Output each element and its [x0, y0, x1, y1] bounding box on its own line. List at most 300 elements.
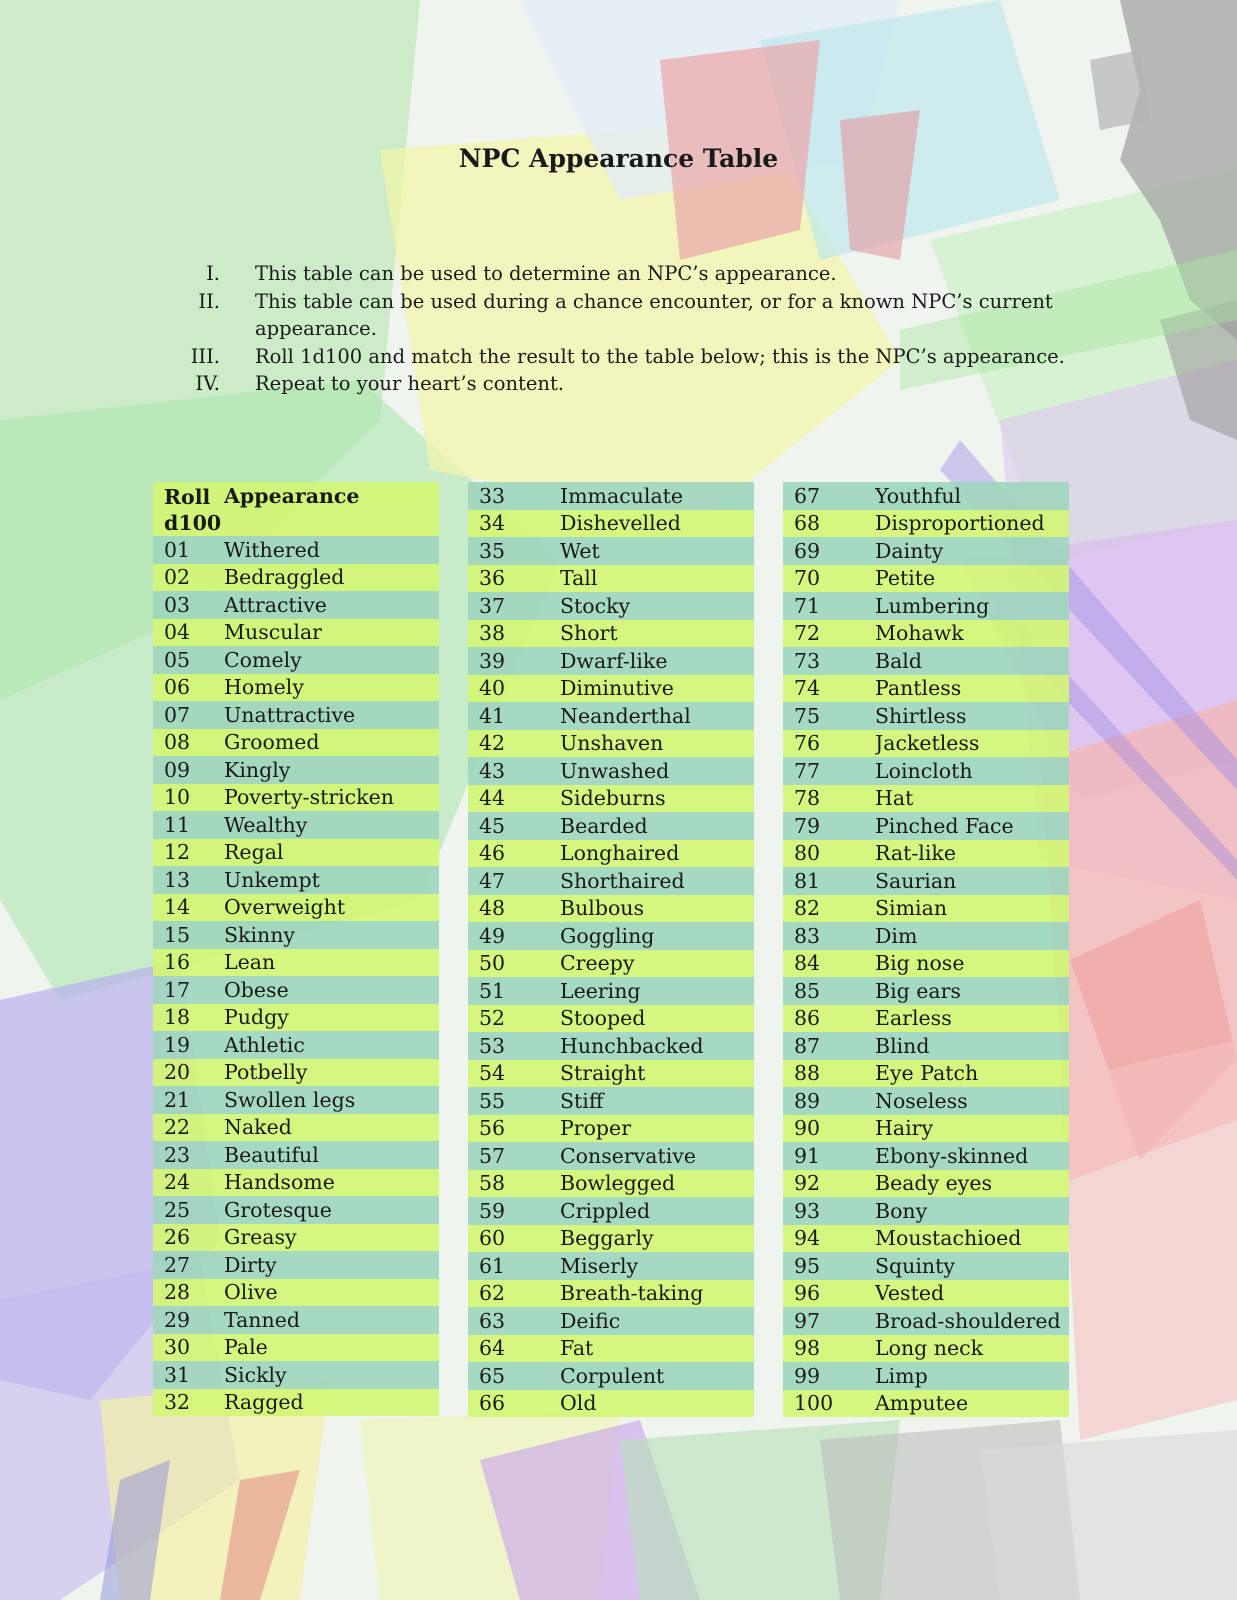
roll-value: 50	[468, 950, 560, 978]
appearance-value: Blind	[875, 1032, 1069, 1060]
table-row	[468, 537, 754, 565]
roll-value: 69	[783, 537, 875, 565]
table-row	[468, 482, 754, 510]
table-row	[468, 1252, 754, 1280]
appearance-value: Beggarly	[560, 1225, 754, 1253]
appearance-value: Petite	[875, 565, 1069, 593]
table-row	[468, 1280, 754, 1308]
appearance-value: Wet	[560, 537, 754, 565]
roll-value: 67	[783, 482, 875, 510]
roll-value: 80	[783, 840, 875, 868]
table-row	[468, 757, 754, 785]
table-row	[468, 1060, 754, 1088]
table-row	[153, 811, 439, 839]
appearance-value: Dirty	[224, 1251, 439, 1279]
table-row	[153, 646, 439, 674]
appearance-value: Bearded	[560, 812, 754, 840]
roll-value: 47	[468, 867, 560, 895]
roll-value: 37	[468, 592, 560, 620]
appearance-value: Bony	[875, 1197, 1069, 1225]
appearance-value: Rat-like	[875, 840, 1069, 868]
table-row	[468, 1005, 754, 1033]
appearance-value: Hunchbacked	[560, 1032, 754, 1060]
roll-value: 55	[468, 1087, 560, 1115]
appearance-value: Handsome	[224, 1169, 439, 1197]
table-row	[153, 619, 439, 647]
roll-value: 36	[468, 565, 560, 593]
appearance-value: Youthful	[875, 482, 1069, 510]
instruction-text: Roll 1d100 and match the result to the table below; this is the NPC’s appearance.	[255, 344, 1065, 368]
roll-value: 05	[153, 646, 224, 674]
appearance-value: Attractive	[224, 591, 439, 619]
roll-value: 43	[468, 757, 560, 785]
table-row	[468, 922, 754, 950]
table-row	[468, 675, 754, 703]
table-row	[468, 895, 754, 923]
appearance-value: Broad-shouldered	[875, 1307, 1069, 1335]
roll-value: 100	[783, 1390, 875, 1418]
table-row	[153, 1279, 439, 1307]
roll-value: 22	[153, 1114, 224, 1142]
appearance-value: Poverty-stricken	[224, 784, 439, 812]
appearance-value: Groomed	[224, 729, 439, 757]
instruction-item	[180, 370, 1080, 398]
roll-value: 28	[153, 1279, 224, 1307]
roll-value: 03	[153, 591, 224, 619]
appearance-value: Obese	[224, 976, 439, 1004]
table-row	[783, 647, 1069, 675]
appearance-value: Stiff	[560, 1087, 754, 1115]
appearance-value: Wealthy	[224, 811, 439, 839]
appearance-value: Unattractive	[224, 701, 439, 729]
roll-value: 45	[468, 812, 560, 840]
roll-value: 34	[468, 510, 560, 538]
table-row	[153, 1086, 439, 1114]
roll-value: 81	[783, 867, 875, 895]
appearance-value: Pudgy	[224, 1004, 439, 1032]
instruction-text: This table can be used during a chance encounter, or for a known NPC’s current appearance.	[255, 289, 1053, 340]
roll-value: 26	[153, 1224, 224, 1252]
appearance-value: Noseless	[875, 1087, 1069, 1115]
appearance-value: Jacketless	[875, 730, 1069, 758]
roll-value: 49	[468, 922, 560, 950]
appearance-value: Stooped	[560, 1005, 754, 1033]
header-appearance: Appearance	[224, 482, 439, 536]
roll-value: 60	[468, 1225, 560, 1253]
appearance-value: Longhaired	[560, 840, 754, 868]
roll-value: 23	[153, 1141, 224, 1169]
roll-value: 95	[783, 1252, 875, 1280]
table-row	[153, 1114, 439, 1142]
roll-value: 84	[783, 950, 875, 978]
roll-value: 57	[468, 1142, 560, 1170]
table-row	[783, 895, 1069, 923]
table-row	[783, 1005, 1069, 1033]
roll-value: 21	[153, 1086, 224, 1114]
appearance-value: Mohawk	[875, 620, 1069, 648]
appearance-value: Goggling	[560, 922, 754, 950]
instruction-number: III.	[190, 344, 220, 368]
appearance-value: Big nose	[875, 950, 1069, 978]
appearance-value: Shorthaired	[560, 867, 754, 895]
roll-value: 96	[783, 1280, 875, 1308]
table-row	[783, 1142, 1069, 1170]
table-row	[783, 510, 1069, 538]
appearance-value: Homely	[224, 674, 439, 702]
table-row	[468, 867, 754, 895]
roll-value: 63	[468, 1307, 560, 1335]
roll-value: 15	[153, 921, 224, 949]
table-row	[153, 701, 439, 729]
roll-value: 31	[153, 1361, 224, 1389]
table-row	[468, 950, 754, 978]
roll-value: 20	[153, 1059, 224, 1087]
table-row	[783, 922, 1069, 950]
appearance-value: Muscular	[224, 619, 439, 647]
table-row	[153, 756, 439, 784]
roll-value: 94	[783, 1225, 875, 1253]
instruction-number: II.	[198, 289, 220, 313]
roll-value: 19	[153, 1031, 224, 1059]
roll-value: 88	[783, 1060, 875, 1088]
roll-value: 85	[783, 977, 875, 1005]
roll-value: 86	[783, 1005, 875, 1033]
table-row	[783, 1362, 1069, 1390]
table-row	[153, 894, 439, 922]
table-row	[468, 647, 754, 675]
roll-value: 62	[468, 1280, 560, 1308]
appearance-value: Unkempt	[224, 866, 439, 894]
roll-value: 93	[783, 1197, 875, 1225]
appearance-value: Regal	[224, 839, 439, 867]
table-row	[468, 1115, 754, 1143]
table-row	[783, 1197, 1069, 1225]
roll-value: 75	[783, 702, 875, 730]
appearance-value: Kingly	[224, 756, 439, 784]
table-row	[783, 977, 1069, 1005]
appearance-value: Olive	[224, 1279, 439, 1307]
roll-value: 33	[468, 482, 560, 510]
roll-value: 17	[153, 976, 224, 1004]
appearance-value: Saurian	[875, 867, 1069, 895]
appearance-value: Proper	[560, 1115, 754, 1143]
roll-value: 25	[153, 1196, 224, 1224]
appearance-value: Grotesque	[224, 1196, 439, 1224]
appearance-value: Vested	[875, 1280, 1069, 1308]
roll-value: 39	[468, 647, 560, 675]
appearance-value: Diminutive	[560, 675, 754, 703]
appearance-value: Loincloth	[875, 757, 1069, 785]
table-row	[468, 620, 754, 648]
roll-value: 08	[153, 729, 224, 757]
appearance-value: Bulbous	[560, 895, 754, 923]
appearance-value: Big ears	[875, 977, 1069, 1005]
roll-value: 53	[468, 1032, 560, 1060]
table-row	[153, 1306, 439, 1334]
appearance-value: Tall	[560, 565, 754, 593]
page-title: NPC Appearance Table	[458, 144, 779, 173]
appearance-value: Unshaven	[560, 730, 754, 758]
instruction-item	[180, 343, 1080, 371]
table-row	[783, 1307, 1069, 1335]
roll-value: 70	[783, 565, 875, 593]
appearance-value: Immaculate	[560, 482, 754, 510]
table-row	[153, 784, 439, 812]
appearance-value: Conservative	[560, 1142, 754, 1170]
appearance-value: Shirtless	[875, 702, 1069, 730]
appearance-value: Tanned	[224, 1306, 439, 1334]
table-row	[153, 1196, 439, 1224]
table-row	[783, 785, 1069, 813]
table-row	[783, 592, 1069, 620]
appearance-table-column-2	[468, 482, 754, 1417]
table-row	[468, 1087, 754, 1115]
roll-value: 11	[153, 811, 224, 839]
appearance-value: Limp	[875, 1362, 1069, 1390]
table-row	[153, 1031, 439, 1059]
table-row	[468, 510, 754, 538]
roll-value: 07	[153, 701, 224, 729]
roll-value: 65	[468, 1362, 560, 1390]
table-row	[783, 950, 1069, 978]
table-row	[783, 675, 1069, 703]
appearance-table-column-1	[153, 482, 439, 1416]
appearance-value: Withered	[224, 536, 439, 564]
table-row	[783, 757, 1069, 785]
roll-value: 82	[783, 895, 875, 923]
header-roll: Roll d100	[153, 482, 224, 536]
roll-value: 72	[783, 620, 875, 648]
appearance-value: Simian	[875, 895, 1069, 923]
appearance-value: Athletic	[224, 1031, 439, 1059]
roll-value: 99	[783, 1362, 875, 1390]
appearance-value: Eye Patch	[875, 1060, 1069, 1088]
roll-value: 46	[468, 840, 560, 868]
table-row	[153, 1251, 439, 1279]
table-row	[468, 702, 754, 730]
roll-value: 83	[783, 922, 875, 950]
appearance-value: Straight	[560, 1060, 754, 1088]
table-row	[783, 730, 1069, 758]
appearance-value: Breath-taking	[560, 1280, 754, 1308]
roll-value: 48	[468, 895, 560, 923]
roll-value: 02	[153, 564, 224, 592]
instruction-number: IV.	[195, 372, 220, 395]
table-row	[153, 674, 439, 702]
roll-value: 18	[153, 1004, 224, 1032]
table-row	[783, 867, 1069, 895]
roll-value: 27	[153, 1251, 224, 1279]
appearance-value: Swollen legs	[224, 1086, 439, 1114]
roll-value: 16	[153, 949, 224, 977]
table-row	[468, 977, 754, 1005]
roll-value: 13	[153, 866, 224, 894]
appearance-value: Dim	[875, 922, 1069, 950]
table-row	[783, 1032, 1069, 1060]
roll-value: 38	[468, 620, 560, 648]
roll-value: 12	[153, 839, 224, 867]
table-row	[783, 1087, 1069, 1115]
roll-value: 73	[783, 647, 875, 675]
appearance-value: Miserly	[560, 1252, 754, 1280]
roll-value: 04	[153, 619, 224, 647]
roll-value: 01	[153, 536, 224, 564]
roll-value: 87	[783, 1032, 875, 1060]
table-row	[153, 1169, 439, 1197]
appearance-value: Beautiful	[224, 1141, 439, 1169]
table-row	[783, 840, 1069, 868]
appearance-value: Ragged	[224, 1389, 439, 1417]
table-row	[783, 1252, 1069, 1280]
table-row	[468, 1032, 754, 1060]
appearance-value: Corpulent	[560, 1362, 754, 1390]
table-row	[468, 1142, 754, 1170]
appearance-value: Dainty	[875, 537, 1069, 565]
roll-value: 10	[153, 784, 224, 812]
table-row	[153, 536, 439, 564]
table-row	[153, 1059, 439, 1087]
table-row	[783, 1335, 1069, 1363]
appearance-value: Long neck	[875, 1335, 1069, 1363]
table-row	[468, 1225, 754, 1253]
table-row	[468, 785, 754, 813]
roll-value: 29	[153, 1306, 224, 1334]
appearance-value: Stocky	[560, 592, 754, 620]
appearance-value: Creepy	[560, 950, 754, 978]
roll-value: 64	[468, 1335, 560, 1363]
appearance-value: Dishevelled	[560, 510, 754, 538]
appearance-value: Earless	[875, 1005, 1069, 1033]
roll-value: 78	[783, 785, 875, 813]
roll-value: 66	[468, 1390, 560, 1418]
roll-value: 51	[468, 977, 560, 1005]
table-row	[468, 1390, 754, 1418]
roll-value: 79	[783, 812, 875, 840]
appearance-value: Comely	[224, 646, 439, 674]
instruction-text: This table can be used to determine an NPC’s appearance.	[255, 262, 837, 285]
roll-value: 42	[468, 730, 560, 758]
table-row	[783, 620, 1069, 648]
roll-value: 89	[783, 1087, 875, 1115]
table-row	[153, 564, 439, 592]
roll-value: 61	[468, 1252, 560, 1280]
appearance-value: Old	[560, 1390, 754, 1418]
roll-value: 98	[783, 1335, 875, 1363]
appearance-value: Amputee	[875, 1390, 1069, 1418]
appearance-value: Short	[560, 620, 754, 648]
appearance-value: Unwashed	[560, 757, 754, 785]
table-row	[153, 976, 439, 1004]
appearance-value: Bowlegged	[560, 1170, 754, 1198]
table-row	[468, 1362, 754, 1390]
table-row	[783, 1390, 1069, 1418]
appearance-value: Sideburns	[560, 785, 754, 813]
table-row	[468, 812, 754, 840]
appearance-value: Disproportioned	[875, 510, 1069, 538]
table-row	[468, 565, 754, 593]
table-row	[153, 1361, 439, 1389]
roll-value: 91	[783, 1142, 875, 1170]
roll-value: 58	[468, 1170, 560, 1198]
table-row	[783, 1115, 1069, 1143]
table-row	[153, 1141, 439, 1169]
appearance-value: Naked	[224, 1114, 439, 1142]
appearance-value: Pinched Face	[875, 812, 1069, 840]
table-row	[468, 592, 754, 620]
table-row	[153, 1004, 439, 1032]
table-row	[783, 1225, 1069, 1253]
table-row	[783, 565, 1069, 593]
instruction-number: I.	[206, 262, 220, 285]
table-row	[783, 1170, 1069, 1198]
roll-value: 44	[468, 785, 560, 813]
roll-value: 24	[153, 1169, 224, 1197]
instruction-text: Repeat to your heart’s content.	[255, 372, 564, 395]
appearance-value: Skinny	[224, 921, 439, 949]
appearance-value: Squinty	[875, 1252, 1069, 1280]
appearance-value: Dwarf-like	[560, 647, 754, 675]
roll-value: 56	[468, 1115, 560, 1143]
appearance-value: Neanderthal	[560, 702, 754, 730]
table-row	[153, 866, 439, 894]
appearance-value: Overweight	[224, 894, 439, 922]
table-row	[153, 591, 439, 619]
roll-value: 35	[468, 537, 560, 565]
table-row	[468, 1170, 754, 1198]
appearance-value: Crippled	[560, 1197, 754, 1225]
appearance-value: Beady eyes	[875, 1170, 1069, 1198]
roll-value: 77	[783, 757, 875, 785]
roll-value: 90	[783, 1115, 875, 1143]
table-row	[153, 1224, 439, 1252]
table-row	[468, 1307, 754, 1335]
table-row	[153, 949, 439, 977]
roll-value: 59	[468, 1197, 560, 1225]
table-row	[153, 729, 439, 757]
appearance-value: Bald	[875, 647, 1069, 675]
roll-value: 41	[468, 702, 560, 730]
appearance-value: Pantless	[875, 675, 1069, 703]
roll-value: 09	[153, 756, 224, 784]
appearance-value: Leering	[560, 977, 754, 1005]
appearance-value: Bedraggled	[224, 564, 439, 592]
table-row	[468, 1197, 754, 1225]
roll-value: 32	[153, 1389, 224, 1417]
roll-value: 74	[783, 675, 875, 703]
appearance-value: Hairy	[875, 1115, 1069, 1143]
appearance-table-column-3	[783, 482, 1069, 1417]
appearance-value: Fat	[560, 1335, 754, 1363]
appearance-value: Moustachioed	[875, 1225, 1069, 1253]
table-row	[783, 702, 1069, 730]
roll-value: 30	[153, 1334, 224, 1362]
roll-value: 40	[468, 675, 560, 703]
roll-value: 76	[783, 730, 875, 758]
table-header-row	[153, 482, 439, 536]
table-row	[783, 812, 1069, 840]
appearance-value: Lean	[224, 949, 439, 977]
appearance-value: Pale	[224, 1334, 439, 1362]
table-row	[783, 537, 1069, 565]
appearance-value: Greasy	[224, 1224, 439, 1252]
table-row	[468, 840, 754, 868]
roll-value: 06	[153, 674, 224, 702]
roll-value: 97	[783, 1307, 875, 1335]
roll-value: 14	[153, 894, 224, 922]
table-row	[783, 1280, 1069, 1308]
table-row	[153, 921, 439, 949]
roll-value: 92	[783, 1170, 875, 1198]
